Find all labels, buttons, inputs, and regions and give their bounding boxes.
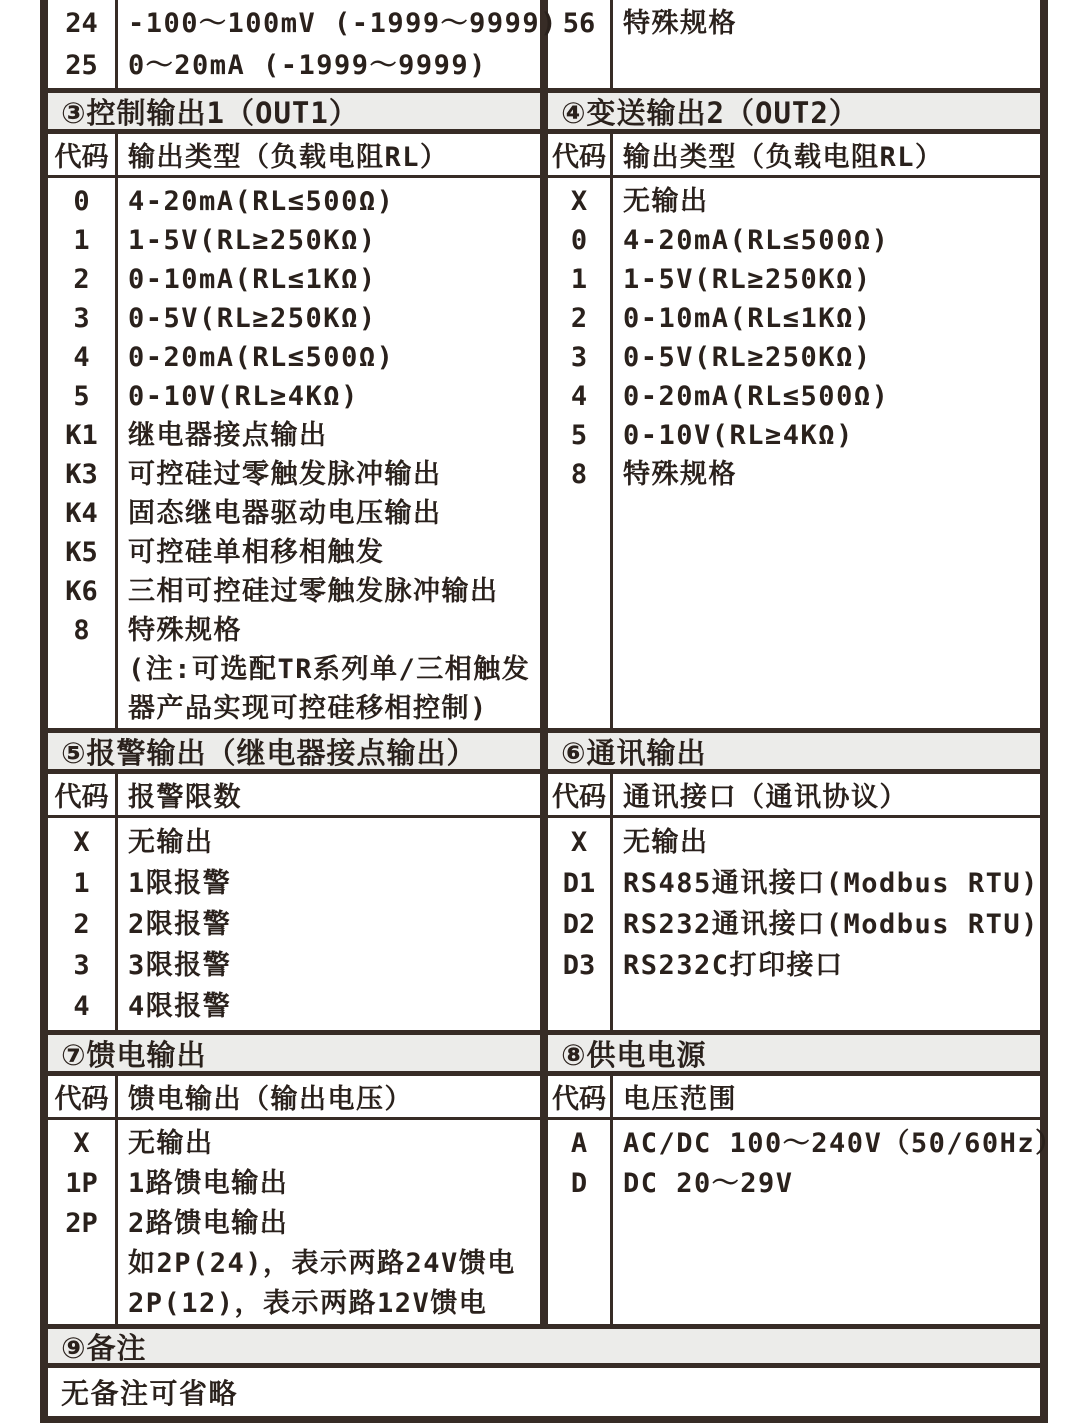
row-code: 0 <box>73 186 90 217</box>
note-title: ⑨备注 <box>61 1330 147 1365</box>
row-desc: 4限报警 <box>128 991 232 1022</box>
table-row <box>48 221 540 260</box>
row-code: K6 <box>65 576 98 607</box>
row-desc: (注:可选配TR系列单/三相触发 <box>128 654 531 685</box>
table-row <box>548 904 1040 945</box>
table-row <box>48 945 540 986</box>
alarm-header <box>48 774 540 815</box>
table-row <box>548 377 1040 416</box>
column-divider <box>115 818 118 1030</box>
col-header-code: 代码 <box>552 1084 606 1115</box>
table-row <box>548 455 1040 494</box>
row-code: K4 <box>65 498 98 529</box>
table-row <box>548 182 1040 221</box>
model-selection-table <box>40 0 1064 1423</box>
feed-body-cell <box>48 1120 548 1324</box>
feed-title: ⑦馈电输出 <box>61 1037 207 1072</box>
alarm-body-cell <box>48 818 548 1030</box>
column-divider <box>115 1120 118 1324</box>
column-divider <box>610 0 613 88</box>
input-range-right-rows <box>548 0 1040 88</box>
row-desc: 0-10mA(RL≤1KΩ) <box>623 303 872 334</box>
column-divider <box>610 134 613 175</box>
row-desc: 4-20mA(RL≤500Ω) <box>128 186 395 217</box>
alarm-rows <box>48 818 540 1030</box>
body-row-out <box>48 178 1040 728</box>
comm-band <box>548 733 1040 769</box>
row-desc: 1-5V(RL≥250KΩ) <box>128 225 377 256</box>
table-row <box>548 260 1040 299</box>
row-desc: 如2P(24)，表示两路24V馈电 <box>128 1248 516 1279</box>
row-code: 1 <box>73 868 90 899</box>
column-divider <box>115 0 118 88</box>
feed-header-cell <box>48 1076 548 1117</box>
col-header-desc: 馈电输出（输出电压） <box>128 1084 413 1115</box>
row-desc: 2限报警 <box>128 909 232 940</box>
table-row <box>48 182 540 221</box>
row-code: X <box>570 827 588 858</box>
row-desc: 4-20mA(RL≤500Ω) <box>623 225 890 256</box>
row-code: 5 <box>73 381 90 412</box>
comm-body-cell <box>548 818 1040 1030</box>
column-divider <box>610 1120 613 1324</box>
out1-band <box>48 93 548 129</box>
row-desc: 0-5V(RL≥250KΩ) <box>623 342 872 373</box>
row-desc: 2P(12)，表示两路12V馈电 <box>128 1288 488 1319</box>
row-code: D3 <box>562 950 596 981</box>
row-code: 1P <box>65 1168 98 1199</box>
table-row <box>48 494 540 533</box>
note-text: 无备注可省略 <box>61 1377 239 1410</box>
table-row <box>48 1204 540 1244</box>
table-row <box>48 863 540 904</box>
row-desc: 1路馈电输出 <box>128 1168 289 1199</box>
section-band-feed-power <box>48 1030 1040 1076</box>
row-desc: DC 20～29V <box>623 1168 794 1199</box>
row-code: D1 <box>562 868 596 899</box>
row-code: A <box>570 1128 588 1159</box>
row-desc: 1限报警 <box>128 868 232 899</box>
row-desc: 0-5V(RL≥250KΩ) <box>128 303 377 334</box>
col-header-desc: 输出类型（负载电阻RL） <box>623 142 944 173</box>
table-row <box>48 45 540 87</box>
row-code: K3 <box>65 459 98 490</box>
row-code: 25 <box>65 50 98 81</box>
out2-body-cell <box>548 178 1040 728</box>
row-desc: AC/DC 100～240V（50/60Hz） <box>623 1128 1064 1159</box>
row-desc: 固态继电器驱动电压输出 <box>128 498 442 529</box>
table-row <box>48 416 540 455</box>
table-row <box>48 1284 540 1324</box>
row-desc: 器产品实现可控硅移相控制) <box>128 693 488 724</box>
row-code: 3 <box>73 303 90 334</box>
table-row <box>548 1124 1064 1164</box>
row-desc: -100～100mV (-1999～9999) <box>128 8 558 39</box>
row-code: 3 <box>570 342 588 373</box>
note-body <box>48 1368 1040 1416</box>
table-row <box>48 299 540 338</box>
col-header-desc: 报警限数 <box>128 782 242 813</box>
table-row <box>48 377 540 416</box>
table-row <box>48 3 558 45</box>
table-row <box>48 455 540 494</box>
column-divider <box>610 1076 613 1117</box>
col-header-code: 代码 <box>552 782 606 813</box>
row-code: 2P <box>65 1208 98 1239</box>
col-header-code: 代码 <box>54 1084 109 1115</box>
table-row <box>548 822 1040 863</box>
row-desc: 特殊规格 <box>623 459 737 490</box>
out1-header <box>48 134 540 175</box>
table-row <box>548 1164 1040 1204</box>
row-code: 2 <box>73 264 90 295</box>
row-desc: 0-10V(RL≥4KΩ) <box>128 381 359 412</box>
feed-rows <box>48 1120 540 1324</box>
row-desc: 0～20mA (-1999～9999) <box>128 50 487 81</box>
row-desc: 特殊规格 <box>623 8 737 39</box>
power-band <box>548 1035 1040 1071</box>
power-rows <box>548 1120 1064 1324</box>
row-code: 56 <box>562 8 596 39</box>
table-row <box>548 299 1040 338</box>
row-code: 1 <box>570 264 588 295</box>
row-code <box>48 689 115 728</box>
row-desc: 无输出 <box>128 827 214 858</box>
row-code: 4 <box>73 342 90 373</box>
input-range-right-cell <box>548 0 1040 88</box>
row-code: 4 <box>570 381 588 412</box>
row-code: 2 <box>73 909 90 940</box>
col-header-desc: 电压范围 <box>623 1084 737 1115</box>
section-band-out <box>48 88 1040 134</box>
row-code: 0 <box>570 225 588 256</box>
table-row <box>48 904 540 945</box>
row-desc: 无输出 <box>623 827 709 858</box>
alarm-header-cell <box>48 774 548 815</box>
table-row <box>48 986 540 1027</box>
table-row <box>548 416 1040 455</box>
out2-header <box>548 134 1040 175</box>
alarm-band <box>48 733 548 769</box>
table-row <box>548 863 1040 904</box>
row-desc: 0-10mA(RL≤1KΩ) <box>128 264 377 295</box>
table-row <box>48 572 540 611</box>
out1-body-cell <box>48 178 548 728</box>
out2-title: ④变送输出2（OUT2） <box>561 95 859 130</box>
row-desc: 特殊规格 <box>128 615 242 646</box>
row-desc: 无输出 <box>128 1128 214 1159</box>
col-header-code: 代码 <box>54 782 109 813</box>
out1-title: ③控制输出1（OUT1） <box>61 95 359 130</box>
col-header-desc: 通讯接口（通讯协议） <box>623 782 908 813</box>
row-desc: 1-5V(RL≥250KΩ) <box>623 264 872 295</box>
table-row <box>48 689 540 728</box>
row-desc: 无输出 <box>623 186 709 217</box>
column-divider <box>610 818 613 1030</box>
table-row <box>48 611 540 650</box>
feed-band <box>48 1035 548 1071</box>
row-desc: 2路馈电输出 <box>128 1208 289 1239</box>
table-row <box>48 1164 540 1204</box>
row-code: D <box>570 1168 588 1199</box>
out1-header-cell <box>48 134 548 175</box>
row-code: 2 <box>570 303 588 334</box>
feed-header <box>48 1076 540 1117</box>
table-row <box>48 260 540 299</box>
out2-rows <box>548 178 1040 728</box>
column-divider <box>115 774 118 815</box>
table-row <box>48 650 540 689</box>
column-divider <box>610 178 613 728</box>
table-row <box>48 338 540 377</box>
column-divider <box>115 1076 118 1117</box>
row-desc: RS232通讯接口(Modbus RTU) <box>623 909 1039 940</box>
comm-rows <box>548 818 1040 1030</box>
row-desc: 0-20mA(RL≤500Ω) <box>623 381 890 412</box>
body-row-feed-power <box>48 1120 1064 1324</box>
table-row <box>548 338 1040 377</box>
table-row <box>548 221 1040 260</box>
power-header <box>548 1076 1040 1117</box>
row-desc: 3限报警 <box>128 950 232 981</box>
row-code <box>48 1244 115 1284</box>
table-row <box>548 945 1040 986</box>
comm-header-cell <box>548 774 1040 815</box>
row-code: 4 <box>73 991 90 1022</box>
column-divider <box>610 774 613 815</box>
row-code: 8 <box>570 459 588 490</box>
comm-title: ⑥通讯输出 <box>561 735 707 770</box>
col-header-code: 代码 <box>54 142 109 173</box>
out2-band <box>548 93 1040 129</box>
header-row-out <box>48 134 1040 178</box>
note-band <box>48 1324 1040 1368</box>
row-code: D2 <box>562 909 596 940</box>
section-band-alarm-comm <box>48 728 1040 774</box>
row-desc: 0-20mA(RL≤500Ω) <box>128 342 395 373</box>
table-row <box>548 3 1040 45</box>
row-desc: RS232C打印接口 <box>623 950 844 981</box>
row-code <box>48 650 115 689</box>
table-row <box>48 1124 540 1164</box>
alarm-title: ⑤报警输出（继电器接点输出） <box>61 735 477 770</box>
row-code: X <box>570 186 588 217</box>
row-desc: 三相可控硅过零触发脉冲输出 <box>128 576 499 607</box>
row-code: K1 <box>65 420 98 451</box>
table-row <box>48 822 540 863</box>
row-desc: 可控硅过零触发脉冲输出 <box>128 459 442 490</box>
row-code: 5 <box>570 420 588 451</box>
input-range-partial-row <box>48 0 1040 88</box>
row-code: 24 <box>65 8 98 39</box>
row-desc: 继电器接点输出 <box>128 420 328 451</box>
column-divider <box>115 134 118 175</box>
col-header-desc: 输出类型（负载电阻RL） <box>128 142 449 173</box>
row-code: X <box>73 1128 90 1159</box>
column-divider <box>115 178 118 728</box>
col-header-code: 代码 <box>552 142 606 173</box>
row-code: X <box>73 827 90 858</box>
row-code: K5 <box>65 537 98 568</box>
row-desc: RS485通讯接口(Modbus RTU) <box>623 868 1039 899</box>
row-code: 8 <box>73 615 90 646</box>
row-code <box>48 1284 115 1324</box>
input-range-left-rows <box>48 0 558 88</box>
table-row <box>48 1244 540 1284</box>
header-row-feed-power <box>48 1076 1040 1120</box>
row-code: 1 <box>73 225 90 256</box>
table-row <box>48 533 540 572</box>
comm-header <box>548 774 1040 815</box>
header-row-alarm-comm <box>48 774 1040 818</box>
input-range-left-cell <box>48 0 558 88</box>
power-body-cell <box>548 1120 1064 1324</box>
row-desc: 0-10V(RL≥4KΩ) <box>623 420 854 451</box>
out2-header-cell <box>548 134 1040 175</box>
out1-rows <box>48 178 540 728</box>
row-desc: 可控硅单相移相触发 <box>128 537 385 568</box>
row-code: 3 <box>73 950 90 981</box>
body-row-alarm-comm <box>48 818 1040 1030</box>
power-header-cell <box>548 1076 1040 1117</box>
power-title: ⑧供电电源 <box>561 1037 707 1072</box>
